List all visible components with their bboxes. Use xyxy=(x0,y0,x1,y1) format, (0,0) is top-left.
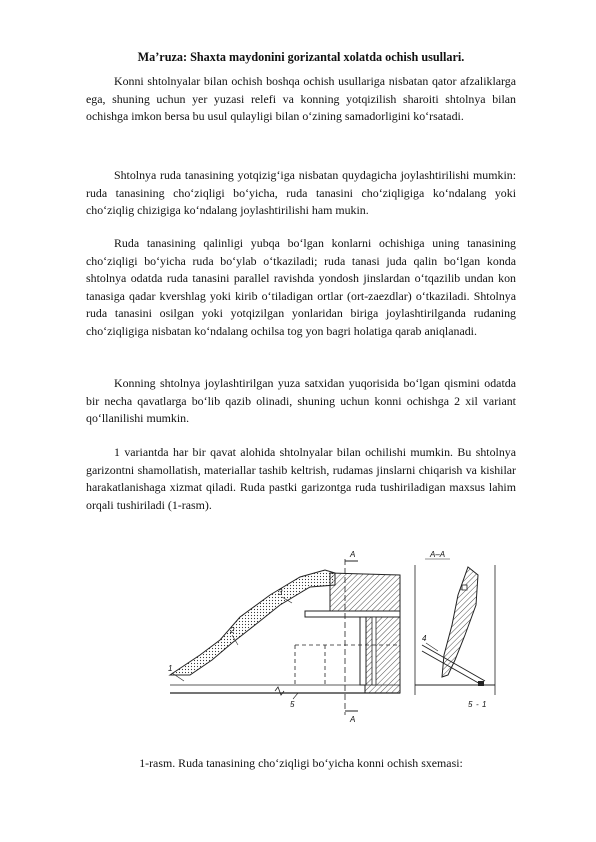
label-a-bottom: A xyxy=(350,715,356,724)
paragraph-3: Ruda tanasining qalinligi yubqa bo‘lgan konlarni ochishiga uning tanasining cho‘ziqligi bo‘yicha ruda bo‘ylab o‘tkaziladi; ruda tanasi juda qalin bo‘lgan konda shtolnya odatda ruda tanasini parallel ravishda yondosh jinslardan o‘tqazilib undan kon tanasiga qadar kvershlag yoki kirib o‘tiladigan ortlar (ort-zaezdlar) o‘tkaziladi. Shtolnya ruda tanasini osilgan yoki yotqizilgan yonlaridan biriga joylashtirilganda rudaning cho‘ziqligiga nisbatan ko‘ndalang ochilsa tog yon bagri holatiga qarab aniqlanadi. xyxy=(86,236,516,338)
haulage-adit xyxy=(478,681,484,686)
paragraph-5: 1 variantda har bir qavat alohida shtolnyalar bilan ochilishi mumkin. Bu shtolnya garizontni shamollatish, materiallar tashib keltrish, rudamas jinslarni chiqarish va kishilar harakatlanishaga xizmat qiladi. Ruda pastki garizontga ruda tushiriladigan maxsus lahim orqali tushiriladi (1-rasm). xyxy=(86,445,516,512)
leader-5 xyxy=(293,693,298,699)
ore-pass-raise xyxy=(360,617,366,685)
label-3: 3 xyxy=(278,588,283,597)
longitudinal-section xyxy=(168,550,400,724)
label-a-top: A xyxy=(350,550,356,559)
figure-caption: 1-rasm. Ruda tanasining cho‘ziqligi bo‘yicha konni ochish sxemasi: xyxy=(139,756,463,770)
cross-section-a-a xyxy=(415,550,495,709)
label-dash: - xyxy=(476,700,479,709)
upper-drift xyxy=(462,585,467,590)
label-2: 2 xyxy=(230,626,235,635)
label-1b: 1 xyxy=(482,700,487,709)
section-title: A–A xyxy=(430,550,446,559)
leader-4 xyxy=(426,643,438,651)
label-5: 5 xyxy=(290,700,295,709)
lecture-title: Ma’ruza: Shaxta maydonini gorizantal xolatda ochish usullari. xyxy=(137,50,465,64)
label-1: 1 xyxy=(168,664,173,673)
label-5b: 5 xyxy=(468,700,473,709)
ore-body-section xyxy=(442,567,478,677)
diagram-svg xyxy=(160,545,500,725)
paragraph-2: Shtolnya ruda tanasining yotqizig‘iga nisbatan quydagicha joylashtirilishi mumkin: ruda tanasining cho‘ziqligi bo‘yicha, ruda tanasini cho‘ziqligiga ko‘ndalang yoki cho‘ziqlig chizigiga ko‘ndalang joylashtirilishi ham mukin. xyxy=(86,168,516,218)
break-mark xyxy=(275,687,284,695)
paragraph-4: Konning shtolnya joylashtirilgan yuza satxidan yuqorisida bo‘lgan qismini odatda bir necha qavatlarga bo‘lib qazib olinadi, shuning uchun konni ochishga 2 xil variant qo‘llanilishi mumkin. xyxy=(86,376,516,426)
mine-opening-diagram xyxy=(160,545,500,725)
label-4: 4 xyxy=(422,634,427,643)
paragraph-1: Konni shtolnyalar bilan ochish boshqa ochish usullariga nisbatan qator afzaliklarga ega, shuning uchun yer yuzasi relefi va konning yotqizilish sharoiti shtolnya bilan ochishga imkon bersa bu usul qulayligi bilan o‘zining samadorligini ko‘rsatadi. xyxy=(86,74,516,124)
ventilation-raise xyxy=(372,617,376,685)
upper-level-adit xyxy=(305,611,400,617)
terrain-surface xyxy=(170,570,335,675)
